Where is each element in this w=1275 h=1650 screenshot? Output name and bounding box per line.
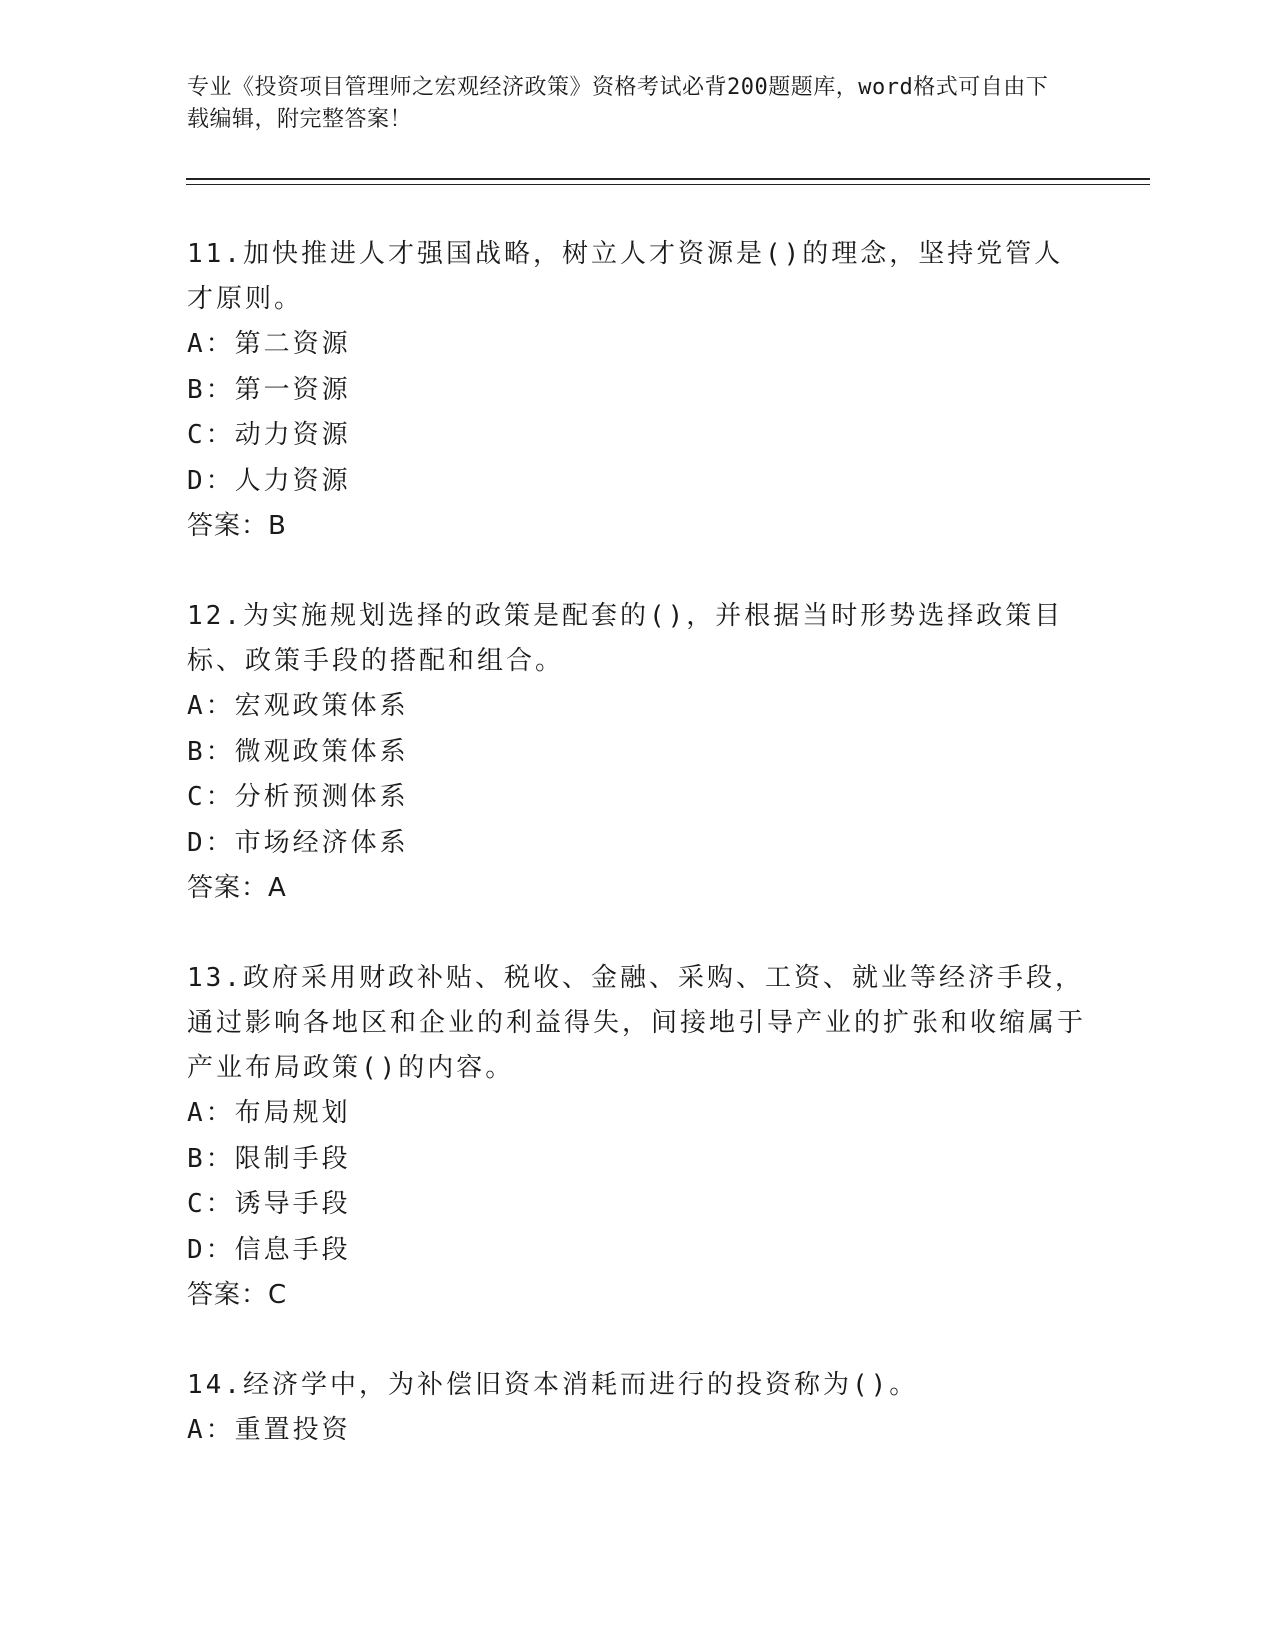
option-a: A：布局规划 [187, 1098, 351, 1128]
option-d: D：人力资源 [187, 465, 351, 496]
option-b: B：第一资源 [187, 374, 351, 405]
option-c: C：动力资源 [187, 420, 351, 450]
question-text: 13.政府采用财政补贴、税收、金融、采购、工资、就业等经济手段，通过影响各地区和企业的利益得失，间接地引导产业的扩张和收缩属于产业布局政策()的内容。 [187, 963, 1087, 1083]
question-11 [187, 232, 1087, 549]
answer: 答案：C [187, 1280, 288, 1310]
option-a: A：宏观政策体系 [187, 691, 409, 721]
option-b: B：限制手段 [187, 1143, 351, 1174]
question-text: 14.经济学中，为补偿旧资本消耗而进行的投资称为()。 [187, 1370, 919, 1400]
question-12 [187, 594, 1087, 911]
question-text: 11.加快推进人才强国战略，树立人才资源是()的理念，坚持党管人才原则。 [187, 239, 1064, 314]
option-c: C：诱导手段 [187, 1189, 351, 1219]
option-b: B：微观政策体系 [187, 736, 409, 767]
question-14 [187, 1363, 1087, 1454]
option-a: A：第二资源 [187, 329, 351, 359]
header-rule-thin [186, 184, 1150, 185]
header-rule-thick [186, 178, 1150, 180]
option-d: D：信息手段 [187, 1234, 351, 1265]
option-c: C：分析预测体系 [187, 782, 409, 812]
option-a: A：重置投资 [187, 1415, 351, 1445]
option-d: D：市场经济体系 [187, 827, 409, 858]
answer: 答案：B [187, 511, 287, 541]
question-13 [187, 956, 1087, 1318]
question-text: 12.为实施规划选择的政策是配套的()，并根据当时形势选择政策目标、政策手段的搭配和组合。 [187, 601, 1064, 676]
document-header: 专业《投资项目管理师之宏观经济政策》资格考试必背200题题库，word格式可自由下载编辑，附完整答案！ [187, 75, 1049, 132]
question-list [187, 232, 1087, 1499]
answer: 答案：A [187, 873, 287, 903]
